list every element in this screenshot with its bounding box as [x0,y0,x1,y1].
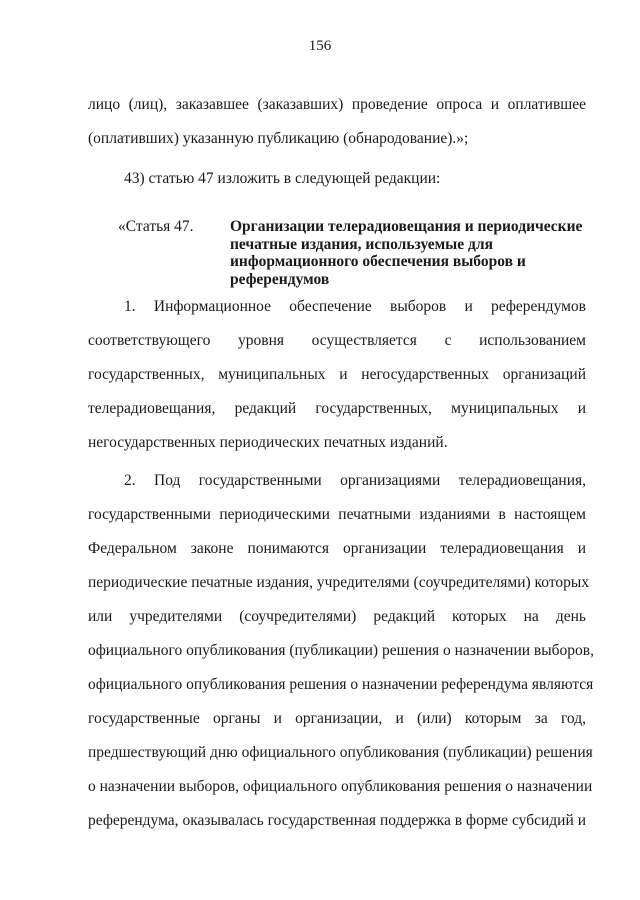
article-title-line: референдумов [230,270,330,288]
page-number: 156 [308,38,332,54]
article-title [230,218,590,288]
text-line: 43) статью 47 изложить в следующей редакции: [124,170,441,187]
text-line: телерадиовещания, редакций государственных, муниципальных и [88,400,586,417]
text-line: о назначении выборов, официального опубликования решения о назначении [88,778,593,795]
text-line: периодические печатные издания, учредителями (соучредителями) которых [88,574,590,591]
text-line: государственных, муниципальных и негосударственных организаций [88,366,586,383]
text-line: 2. Под государственными организациями телерадиовещания, [124,472,586,489]
text-line: (оплативших) указанную публикацию (обнародование).»; [88,130,469,147]
text-line: негосударственных периодических печатных изданий. [88,434,448,451]
text-line: соответствующего уровня осуществляется с использованием [88,332,586,349]
article-label: «Статья 47. [118,218,194,235]
text-line: официального опубликования (публикации) решения о назначении выборов, [88,642,594,659]
text-line: государственные органы и организации, и (или) которым за год, [88,710,586,727]
text-line: государственными периодическими печатными изданиями в настоящем [88,506,586,523]
paragraph-2 [88,464,594,838]
text-line: Федеральном законе понимаются организации телерадиовещания и [88,540,586,557]
article-title-line: печатные издания, используемые для [230,235,493,253]
article-title-line: информационного обеспечения выборов и [230,253,526,270]
text-line: официального опубликования решения о назначении референдума являются [88,676,594,693]
intro-text [88,88,586,156]
text-line: или учредителями (соучредителями) редакций которых на день [88,608,586,625]
text-line: предшествующий дню официального опубликования (публикации) решения [88,744,593,761]
text-line: 1. Информационное обеспечение выборов и референдумов [124,298,586,315]
article-title-line: Организации телерадиовещания и периодические [230,218,583,235]
text-line: референдума, оказывалась государственная поддержка в форме субсидий и [88,812,586,829]
amendment-item-43 [88,162,586,196]
paragraph-1 [88,290,586,460]
text-line: лицо (лиц), заказавшее (заказавших) проведение опроса и оплатившее [88,96,586,113]
